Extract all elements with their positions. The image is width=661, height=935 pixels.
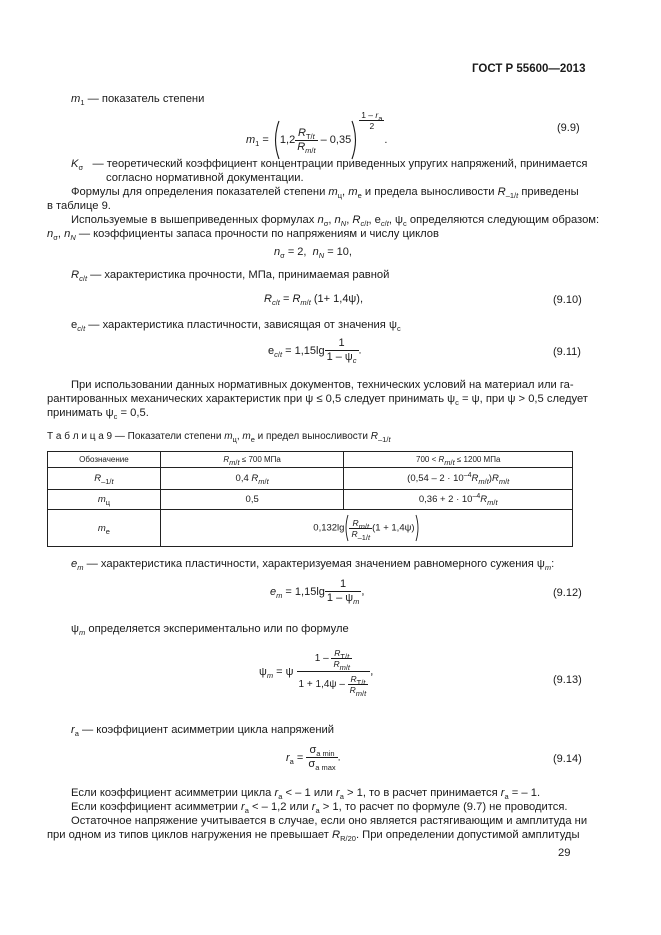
equation-9-13: $\psi_m = \psi$ 1 – $\frac{R_{T/t}}{R_{m/t}}$ 1 + 1,4ψ – $\frac{R_{T/t}}{R_{m/t}}$ , [259, 648, 374, 698]
equation-9-12: $e_m = 1,15\lg$ $\frac{1}{1 - \psi_m}$ , [270, 578, 365, 606]
ra-definition: $r_а$ — коэффициент асимметрии цикла напряжений [71, 724, 334, 738]
table-9-caption: Т а б л и ц а 9 — Показатели степени $m_ц$, $m_е$ и предел выносливости $R_{-1/t}$ [47, 431, 391, 444]
formulas-para-line2: в таблице 9. [47, 200, 111, 212]
fraction: $\frac{R_{T/t}}{R_{m/t}}$ [297, 126, 316, 155]
table-9 [47, 451, 573, 547]
equation-number-9-13: (9.13) [553, 674, 582, 686]
used-para: Используемые в вышеприведенных формулах $n_\sigma$, $n_N$, $R_{c/t}$, $e_{c/t}$, $\psi_c$ определяются следующим образом: [71, 214, 600, 228]
n-values-equation: $n_\sigma = 2$, $n_N = 10$, [274, 246, 352, 260]
psi-paragraph-line2: рантированных механических характеристик при ψ ≤ 0,5 следует принимать $\psi_c = \psi$, при ψ > 0,5 следует [47, 393, 588, 407]
r-paragraph-line2: Если коэффициент асимметрии $r_а$ < – 1,2 или $r_а > 1$, то расчет по формуле (9.7) не проводится. [71, 801, 568, 815]
equation-number-9-9: (9.9) [557, 122, 580, 134]
header-range-low: $R_{m/t} \le 700$ МПа [160, 452, 344, 468]
table-row: $R_{-1/t}$ 0,4 $R_{m/t}$ $(0,54 - 2 \cdot 10^{-4}R_{m/t})R_{m/t}$ [48, 468, 573, 490]
equation-9-11: $e_{c/t} = 1,15\lg$ $\frac{1}{1 - \psi_c}$ . [268, 337, 362, 365]
equation-number-9-11: (9.11) [553, 346, 581, 358]
psi-paragraph-line3: принимать $\psi_c = 0,5$. [47, 407, 149, 421]
residual-paragraph-line1: Остаточное напряжение учитывается в случае, если оно является растягивающим и амплитуда ни [71, 815, 588, 827]
equation-9-14: $r_а$ = $\frac{\sigma_{a min}}{\sigma_{a max}}$ . [286, 744, 341, 772]
residual-paragraph-line2: при одном из типов циклов нагружения не превышает $R_{R/20}$. При определении допустимой амплитуды [47, 829, 580, 843]
equation-9-9: $m_1 = 1,2$ $\frac{R_{T/t}}{R_{m/t}}$ – 0,35 $\frac{1 - r_а}{2}$ . [246, 110, 387, 160]
n-definition: $n_\sigma$, $n_N$ — коэффициенты запаса прочности по напряжениям и числу циклов [47, 228, 439, 242]
header-designation: Обозначение [48, 452, 161, 468]
big-paren-left [272, 120, 280, 160]
r-paragraph-line1: Если коэффициент асимметрии цикла $r_а$ < – 1 или $r_а > 1$, то в расчет принимается $r_а$ = – 1. [71, 787, 541, 801]
rclt-definition: $R_{c/t}$ — характеристика прочности, МПа, принимаемая равной [71, 269, 390, 283]
formulas-para-line1: Формулы для определения показателей степени $m_ц$, $m_е$ и предела выносливости $R_{-1/t}$ приведены [71, 186, 579, 200]
table-row: $m_е$ 0,132lg $\frac{R_{m/t}}{R_{-1/t}}$ (1 + 1,4ψ) [48, 510, 573, 547]
eclt-definition: $e_{c/t}$ — характеристика пластичности, зависящая от значения $\psi_c$ [71, 319, 401, 333]
psim-definition: $\psi_m$ определяется экспериментально или по формуле [71, 623, 349, 637]
big-paren-right [351, 120, 359, 160]
m1-definition: $m_1$ — показатель степени [71, 93, 205, 107]
equation-number-9-14: (9.14) [553, 753, 582, 765]
equation-number-9-10: (9.10) [553, 294, 582, 306]
psi-paragraph-line1: При использовании данных нормативных документов, технических условий на материал или га- [71, 379, 574, 391]
equation-9-10: $R_{c/t} = R_{m/t}$ (1+ 1,4ψ), [264, 293, 363, 307]
table-row: $m_ц$ 0,5 $0,36 + 2 \cdot 10^{-4}R_{m/t}$ [48, 490, 573, 510]
header-range-high: $700 < R_{m/t} \le 1200$ МПа [344, 452, 573, 468]
k-sigma-definition-cont: согласно нормативной документации. [106, 172, 304, 184]
page-number: 29 [558, 847, 571, 859]
table-header-row [48, 452, 573, 468]
equation-number-9-12: (9.12) [553, 587, 582, 599]
standard-header: ГОСТ Р 55600—2013 [472, 63, 586, 75]
k-sigma-definition: $K_\sigma$ — теоретический коэффициент концентрации приведенных упругих напряжений, принимается [71, 158, 588, 172]
em-definition: $e_m$ — характеристика пластичности, характеризуемая значением равномерного сужения $\psi_m$: [71, 558, 555, 572]
